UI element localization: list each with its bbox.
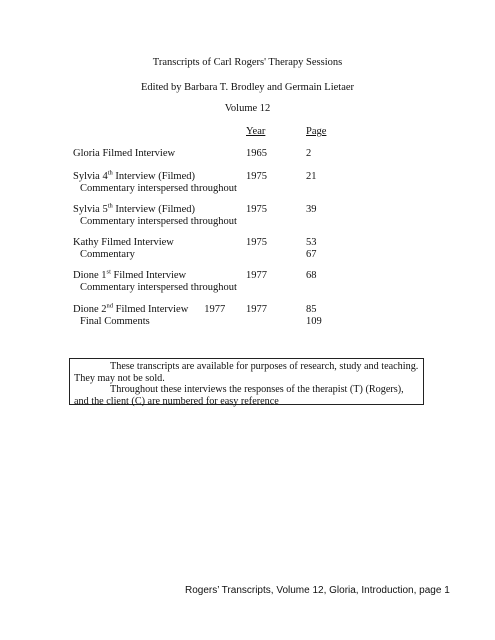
entry-subtitle: Commentary — [80, 248, 135, 260]
editors-line: Edited by Barbara T. Brodley and Germain Lietaer — [140, 82, 355, 93]
contents-entry-dione-2 — [73, 304, 373, 327]
notice-paragraph-numbering: Throughout these interviews the responses of the therapist (T) (Rogers), and the client (C) are numbered for easy reference — [74, 384, 404, 407]
entry-page: 85 — [306, 304, 317, 315]
entry-subtitle: Final Comments — [80, 315, 150, 327]
contents-entry-kathy — [73, 237, 373, 260]
footer-text: Rogers’ Transcripts, Volume 12, Gloria, Introduction, page — [185, 585, 445, 596]
entry-year: 1965 — [246, 148, 267, 159]
entry-page: 21 — [306, 171, 317, 182]
entry-title: Sylvia 4th Interview (Filmed) — [73, 169, 196, 182]
page-column-header: Page — [306, 126, 327, 137]
entry-title: Kathy Filmed Interview — [73, 237, 174, 248]
entry-pages — [306, 204, 317, 216]
entry-year: 1975 — [246, 171, 267, 182]
entry-page: 39 — [306, 204, 317, 215]
entry-year: 1975 — [246, 237, 267, 248]
entry-title: Sylvia 5th Interview (Filmed) — [73, 202, 196, 215]
entry-pages — [306, 148, 311, 160]
entry-title: Dione 2nd Filmed Interview 1977 — [73, 302, 226, 315]
year-column-header: Year — [246, 126, 266, 137]
entry-sub-page: 109 — [306, 315, 322, 327]
entry-page: 68 — [306, 270, 317, 281]
entry-page: 2 — [306, 148, 312, 159]
notice-paragraph-usage: These transcripts are available for purposes of research, study and teaching. They may not be sold. — [74, 361, 419, 384]
page-footer — [185, 585, 450, 597]
contents-entry-sylvia-5 — [73, 204, 373, 227]
entry-subtitle: Commentary interspersed throughout — [80, 182, 237, 194]
entry-pages — [306, 237, 317, 260]
entry-year: 1977 — [246, 270, 267, 281]
entry-subtitle: Commentary interspersed throughout — [80, 215, 237, 227]
contents-entry-gloria — [73, 148, 373, 160]
entry-title: Dione 1st Filmed Interview — [73, 268, 187, 281]
entry-pages — [306, 304, 322, 327]
contents-entry-dione-1 — [73, 270, 373, 293]
entry-sub-page: 67 — [306, 248, 317, 260]
usage-notice-box — [69, 358, 424, 405]
footer-page-number: 1 — [444, 585, 450, 596]
entry-title: Gloria Filmed Interview — [73, 148, 176, 159]
entry-pages — [306, 270, 317, 282]
entry-page: 53 — [306, 237, 317, 248]
entry-inline-year: 1977 — [204, 304, 226, 315]
contents-entry-sylvia-4 — [73, 171, 373, 194]
entry-year: 1977 — [246, 304, 267, 315]
entry-year: 1975 — [246, 204, 267, 215]
entry-pages — [306, 171, 317, 183]
volume-label: Volume 12 — [224, 103, 271, 114]
entry-subtitle: Commentary interspersed throughout — [80, 281, 237, 293]
page-title: Transcripts of Carl Rogers' Therapy Sessions — [152, 57, 343, 68]
